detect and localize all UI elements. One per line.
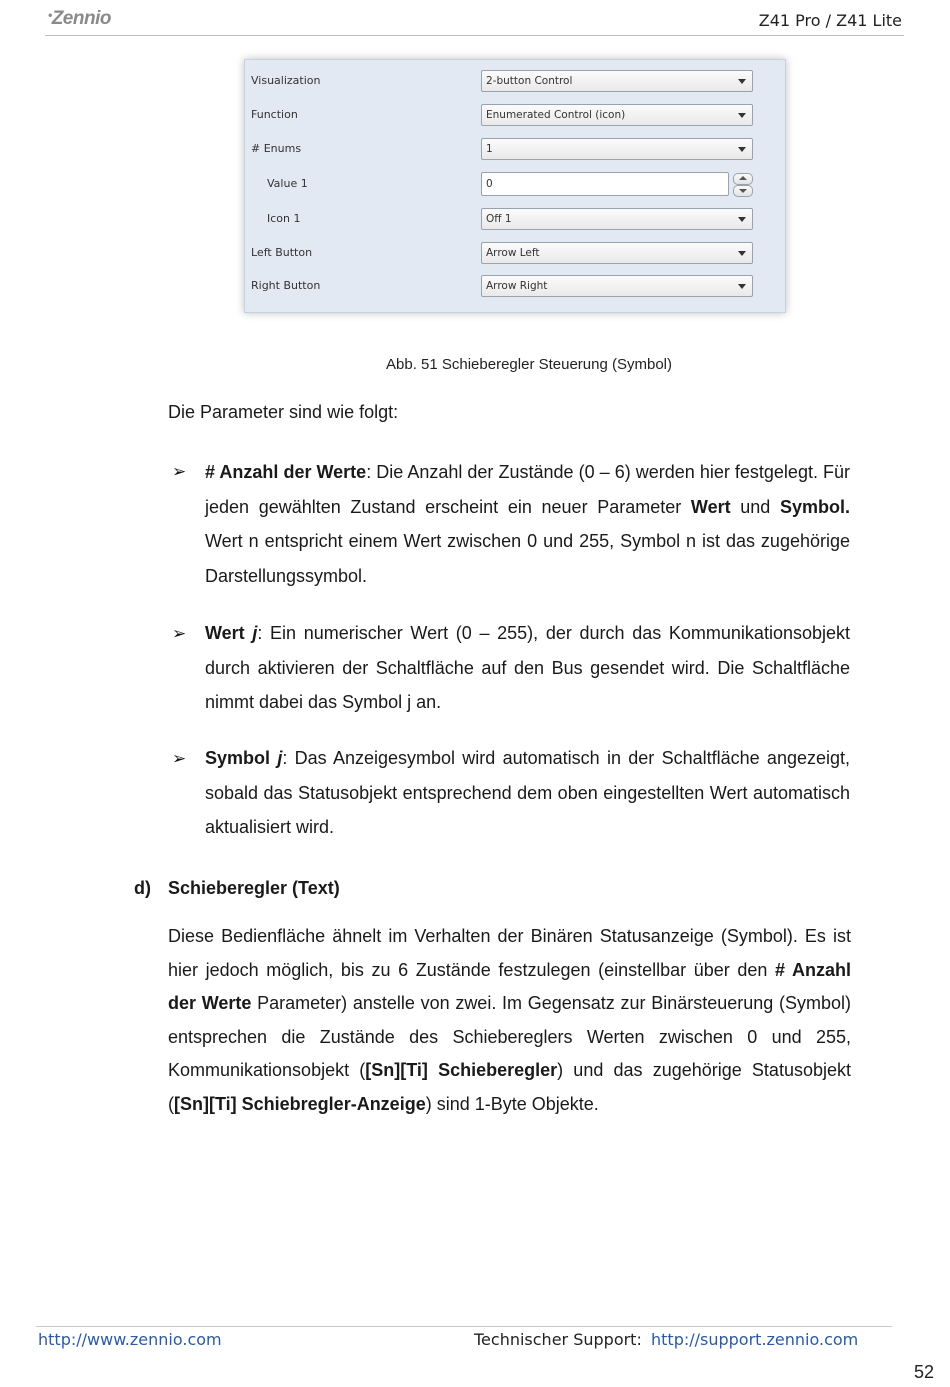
value-1-input[interactable] [481,172,729,196]
figure-caption: Abb. 51 Schieberegler Steuerung (Symbol) [386,356,672,373]
dropdown-arrow-icon [738,251,746,256]
spin-down-button[interactable] [733,185,753,197]
section-d-bold-anzahl: # Anzahl der Werte [168,959,851,1014]
header-divider [45,35,904,36]
bullet-2-italic-j: j [252,623,258,643]
dropdown-arrow-icon [738,113,746,118]
arrow-up-icon [739,176,747,180]
footer-divider [36,1326,892,1327]
section-d-text-1: Diese Bedienfläche ähnelt im Verhalten der Binären Statusanzeige (Symbol). Es ist hier jedoch möglich, bis zu 6 Zustände festzulegen (einstellbar über den [168,926,851,980]
enums-select[interactable] [481,138,753,160]
bullet-1-text-3: Wert n entspricht einem Wert zwischen 0 und 255, Symbol n ist das zugehörige Darstellungssymbol. [205,531,850,586]
bullet-arrow-icon: ➢ [172,624,187,643]
section-d-text-2: Parameter) anstelle von zwei. Im Gegensatz zur Binärsteuerung (Symbol) entsprechen die Zustände des Schiebereglers Werten zwischen 0 und 255, Kommunikationsobjekt ( [168,993,851,1081]
support-link[interactable]: http://support.zennio.com [651,1330,859,1349]
function-label: Function [251,108,298,121]
bullet-1-bold-symbol: Symbol. [779,496,850,517]
row-value-1 [245,172,785,196]
row-function [245,104,785,128]
bullet-2-term: Wert [205,623,253,643]
bullet-1-text: : Die Anzahl der Zustände (0 – 6) werden hier festgelegt. Für jeden gewählten Zustand erscheint ein neuer Parameter [205,462,851,517]
right-button-value: Arrow Right [486,280,548,292]
section-d-label: d) [134,878,151,898]
section-d-paragraph [168,920,851,1122]
value-1-stepper[interactable] [733,172,753,196]
section-d-title: Schieberegler (Text) [168,878,340,898]
dropdown-arrow-icon [738,217,746,222]
icon-1-label: Icon 1 [267,212,301,225]
intro-paragraph: Die Parameter sind wie folgt: [168,402,399,422]
left-button-label: Left Button [251,246,313,259]
section-d-text-3: ) und das zugehörige Statusobjekt ( [168,1060,851,1114]
visualization-select[interactable] [481,70,753,92]
right-button-label: Right Button [251,279,321,292]
arrow-down-icon [739,189,747,193]
zennio-logo: •Zennio [48,8,111,29]
function-select[interactable] [481,104,753,126]
spin-up-button[interactable] [733,173,753,185]
enums-label: # Enums [251,142,302,155]
row-visualization [245,70,785,94]
bullet-3-term: Symbol [205,748,278,768]
visualization-label: Visualization [251,74,321,87]
bullet-3-text: : Das Anzeigesymbol wird automatisch in der Schaltfläche angezeigt, sobald das Statusobjekt entsprechend dem oben eingestellten Wert automatisch aktualisiert wird. [205,748,850,837]
document-title: Z41 Pro / Z41 Lite [758,11,902,30]
section-d-bold-schieberegler: [Sn][Ti] Schieberegler [365,1060,558,1081]
bullet-3-italic-j: j [277,748,283,768]
dropdown-arrow-icon [738,284,746,289]
visualization-value: 2-button Control [486,75,573,87]
bullet-wert-j [205,616,850,720]
bullet-symbol-j [205,741,850,845]
bullet-1-term: # Anzahl der Werte [205,462,367,482]
dropdown-arrow-icon [738,147,746,152]
bullet-arrow-icon: ➢ [172,749,187,768]
row-right-button [245,275,785,299]
enums-value: 1 [486,143,493,155]
row-enums [245,138,785,162]
bullet-2-text: : Ein numerischer Wert (0 – 255), der durch das Kommunikationsobjekt durch aktivieren der Schaltfläche auf den Bus gesendet wird. Die Schaltfläche nimmt dabei das Symbol j an. [205,623,850,712]
logo-text: Zennio [51,8,111,29]
left-button-value: Arrow Left [486,247,540,259]
right-button-select[interactable] [481,275,753,297]
row-left-button [245,242,785,266]
left-button-select[interactable] [481,242,753,264]
dropdown-arrow-icon [738,79,746,84]
website-link[interactable]: http://www.zennio.com [38,1330,222,1349]
page-number: 52 [913,1362,934,1382]
section-d-bold-anzeige: [Sn][Ti] Schiebregler-Anzeige [174,1093,426,1114]
parameter-screenshot [244,59,786,313]
bullet-anzahl-der-werte [205,455,850,593]
value-1-value: 0 [486,178,493,190]
section-d-text-4: ) sind 1-Byte Objekte. [425,1093,599,1114]
bullet-1-text-2: und [730,496,780,517]
support-label: Technischer Support: [474,1330,642,1349]
row-icon-1 [245,208,785,232]
value-1-label: Value 1 [267,177,308,190]
icon-1-select[interactable] [481,208,753,230]
bullet-1-bold-wert: Wert [690,496,731,517]
bullet-arrow-icon: ➢ [172,462,187,481]
function-value: Enumerated Control (icon) [486,109,626,121]
icon-1-value: Off 1 [486,213,512,225]
